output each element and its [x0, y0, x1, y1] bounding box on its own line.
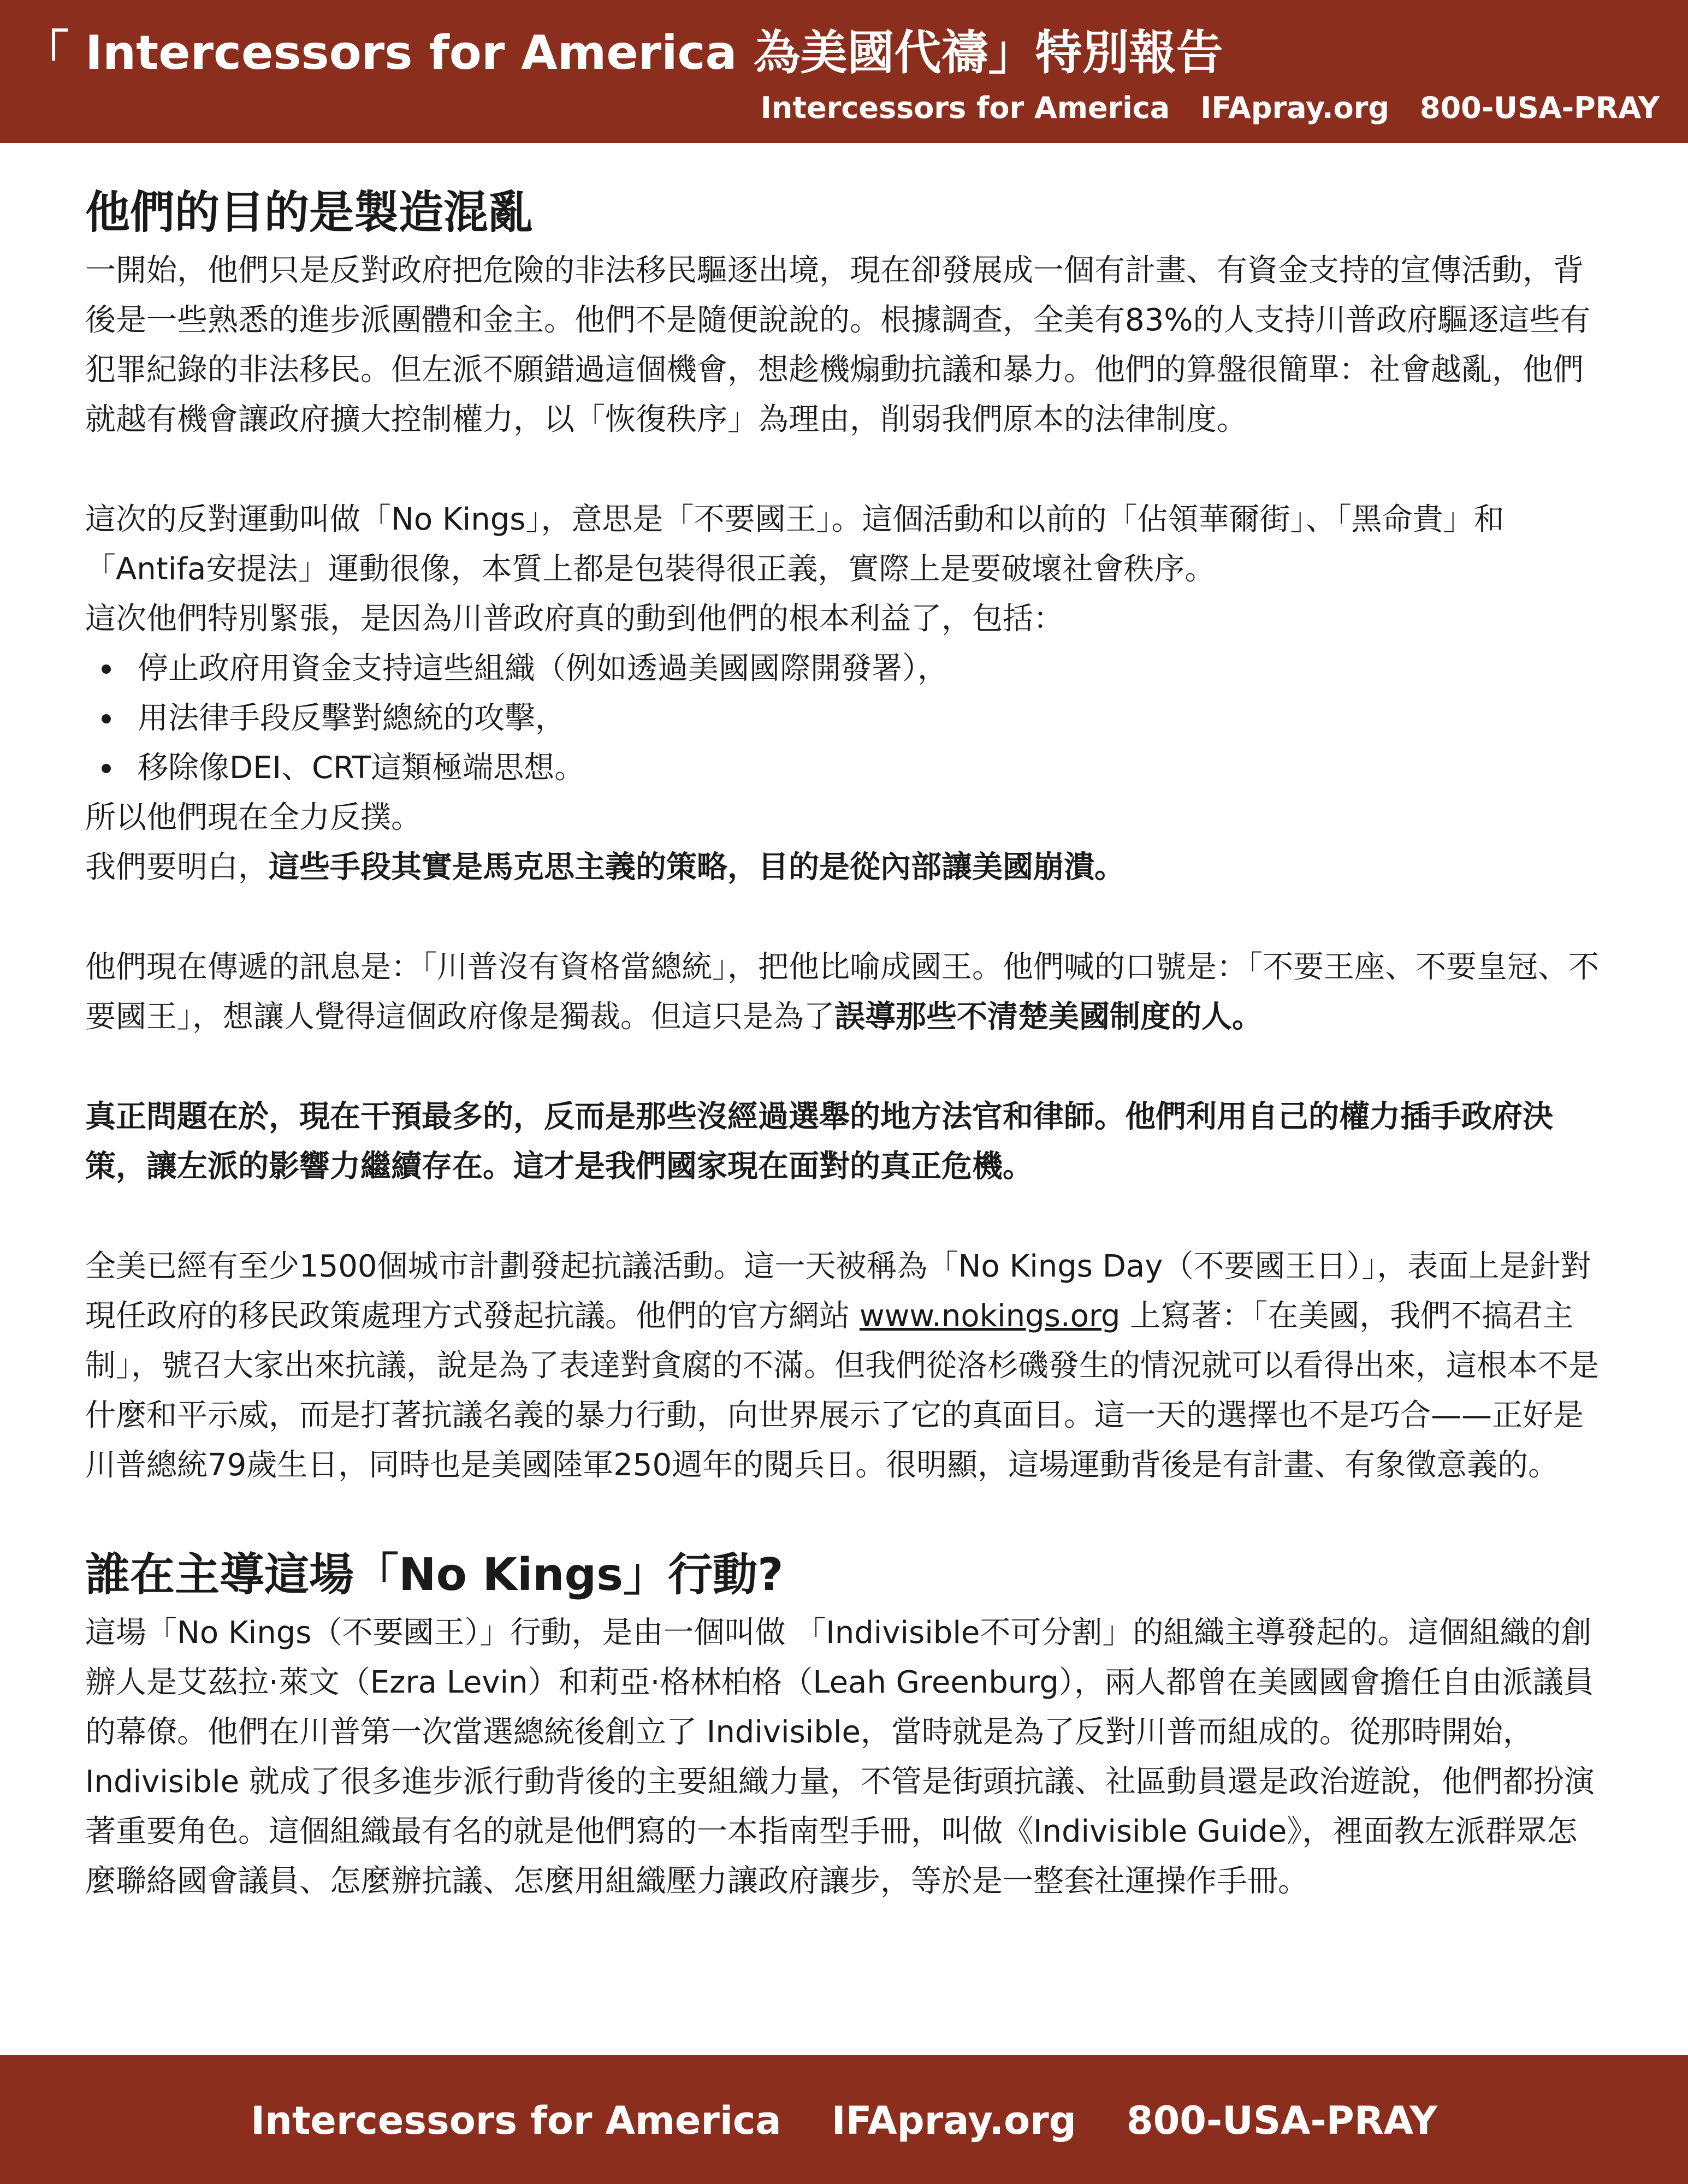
- paragraph-real-problem-bold: 真正問題在於，現在干預最多的，反而是那些沒經過選舉的地方法官和律師。他們利用自己的權力插手政府決策，讓左派的影響力繼續存在。這才是我們國家現在面對的真正危機。: [85, 1099, 1553, 1184]
- paragraph-indivisible: 這場「No Kings（不要國王）」行動，是由一個叫做 「Indivisible不可分割」的組織主導發起的。這個組織的創辦人是艾茲拉·萊文（Ezra Levin）和莉亞·格林柏格（Leah Greenburg），兩人都曾在美國國會擔任自由派議員的幕僚。他們在川普第一次當選總統後創立了 Indivisible，當時就是為了反對川普而組成的。從那時開始，Indivisible 就成了很多進步派行動背後的主要組織力量，不管是街頭抗議、社區動員還是政治遊說，他們都扮演著重要角色。這個組織最有名的就是他們寫的一本指南型手冊，叫做《Indivisible Guide》，裡面教左派群眾怎麼聯絡國會議員、怎麼辦抗議、怎麼用組織壓力讓政府讓步，等於是一整套社運操作手冊。: [85, 1615, 1595, 1899]
- list-item: 移除像DEI、CRT這類極端思想。: [85, 743, 1603, 793]
- paragraph-intro: 一開始，他們只是反對政府把危險的非法移民驅逐出境，現在卻發展成一個有計畫、有資金支持的宣傳活動，背後是一些熟悉的進步派團體和金主。他們不是隨便說說的。根據調查，全美有83%的人支持川普政府驅逐這些有犯罪紀錄的非法移民。但左派不願錯過這個機會，想趁機煽動抗議和暴力。他們的算盤很簡單：社會越亂，他們就越有機會讓政府擴大控制權力，以「恢復秩序」為理由，削弱我們原本的法律制度。: [85, 253, 1591, 437]
- paragraph-real-problem: [85, 1092, 1603, 1191]
- header-phone: 800-USA-PRAY: [1420, 91, 1660, 125]
- header-banner: [0, 0, 1688, 143]
- paragraph-marxist-lead: 我們要明白，: [85, 850, 269, 885]
- paragraph-message-lead: 他們現在傳遞的訊息是：「川普沒有資格當總統」，把他比喻成國王。他們喊的口號是：「不要王座、不要皇冠、不要國王」，想讓人覺得這個政府像是獨裁。但這只是為了: [85, 949, 1599, 1035]
- paragraph-no-kings: 這次的反對運動叫做「No Kings」，意思是「不要國王」。這個活動和以前的「佔領華爾街」、「黑命貴」和「Antifa安提法」運動很像，本質上都是包裝得很正義，實際上是要破壞社會秩序。: [85, 502, 1505, 587]
- paragraph-no-kings-day: [85, 1242, 1603, 1490]
- footer-contact-line: [0, 2094, 1688, 2147]
- document-body: [85, 180, 1603, 1906]
- paragraph-backlash: 所以他們現在全力反撲。: [85, 800, 422, 835]
- footer-site-link[interactable]: IFApray.org: [831, 2098, 1076, 2143]
- header-org-name: Intercessors for America: [760, 91, 1170, 125]
- nokings-website-link[interactable]: www.nokings.org: [859, 1298, 1121, 1334]
- paragraph-day-lead: 全美已經有至少1500個城市計劃發起抗議活動。這一天被稱為「No Kings Day（不要國王日）」，表面上是針對現任政府的移民政策處理方式發起抗議。他們的官方網站: [85, 1249, 1591, 1334]
- paragraph-interests: 這次他們特別緊張，是因為川普政府真的動到他們的根本利益了，包括：: [85, 601, 1064, 637]
- footer-org-name: Intercessors for America: [251, 2098, 781, 2143]
- paragraph-message: [85, 942, 1603, 1042]
- interests-list: [85, 644, 1603, 793]
- footer-phone: 800-USA-PRAY: [1126, 2098, 1437, 2143]
- header-contact-line: [761, 86, 1660, 130]
- header-site-link[interactable]: IFApray.org: [1200, 91, 1390, 125]
- paragraph-message-bold: 誤導那些不清楚美國制度的人。: [834, 999, 1263, 1035]
- section-heading-who-leads: 誰在主導這場「No Kings」行動?: [85, 1549, 784, 1601]
- section-heading-chaos: 他們的目的是製造混亂: [85, 187, 534, 239]
- paragraph-day-tail: 上寫著：「在美國，我們不搞君主制」，號召大家出來抗議，說是為了表達對貪腐的不滿。但我們從洛杉磯發生的情況就可以看得出來，這根本不是什麼和平示威，而是打著抗議名義的暴力行動，向世界展示了它的真面目。這一天的選擇也不是巧合——正好是川普總統79歲生日，同時也是美國陸軍250週年的閱兵日。很明顯，這場運動背後是有計畫、有象徵意義的。: [85, 1298, 1599, 1483]
- list-item: 用法律手段反擊對總統的攻擊，: [85, 693, 1603, 743]
- paragraph-marxist-bold: 這些手段其實是馬克思主義的策略，目的是從內部讓美國崩潰。: [269, 850, 1125, 885]
- report-title: 「 Intercessors for America 為美國代禱」特別報告: [22, 26, 1223, 80]
- footer-banner: [0, 2055, 1688, 2184]
- list-item: 停止政府用資金支持這些組織（例如透過美國國際開發署），: [85, 644, 1603, 693]
- paragraph-marxist: [85, 842, 1603, 892]
